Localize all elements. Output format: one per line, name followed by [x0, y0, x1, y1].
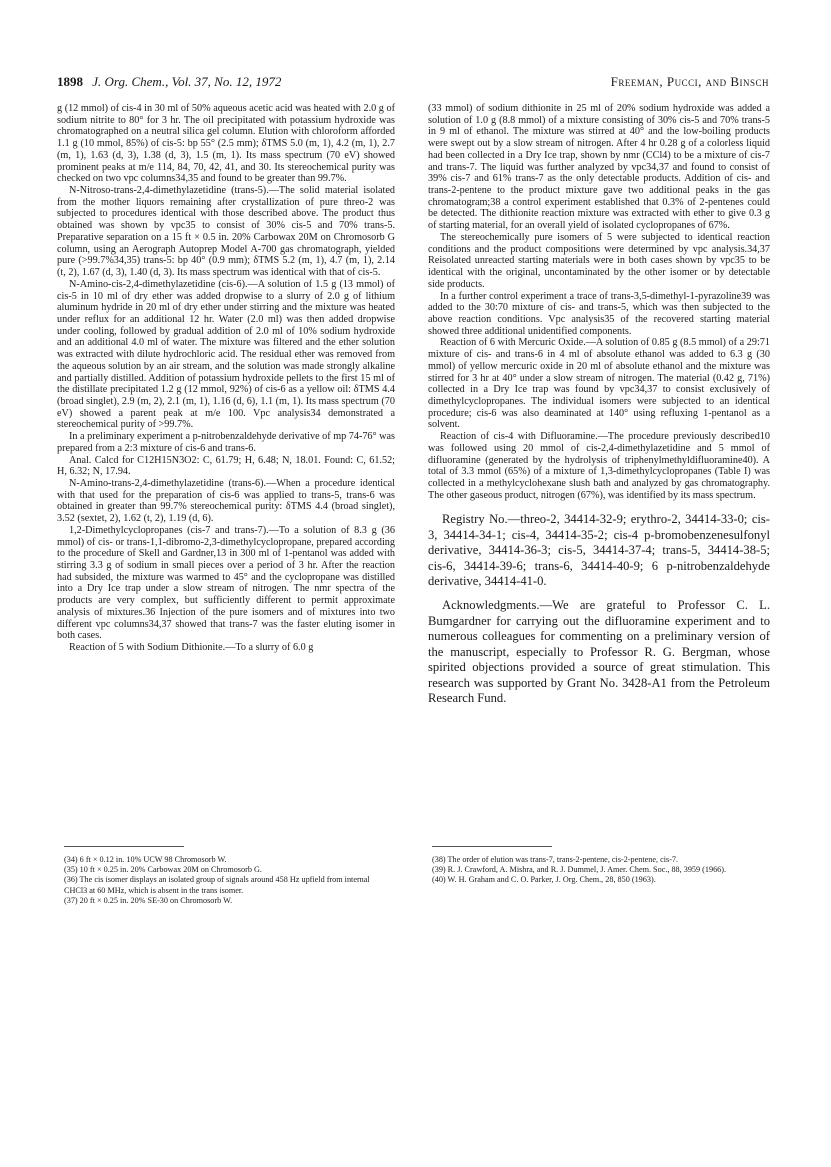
page-number: 1898 [57, 74, 83, 89]
paragraph: Reaction of 6 with Mercuric Oxide.—A solution of 0.85 g (8.5 mmol) of a 29:71 mixture of cis- and trans-6 in 4 ml of absolute ethanol was added to 6.3 g (30 mmol) of yellow mercuric oxide in 20 ml of absolute ethanol and the mixture was stirred for 3 hr at 40° under a slow stream of nitrogen. The material (0.42 g, 71%) collected in a Dry Ice trap was found by vpc34,37 to consist exclusively of dimethylcyclopropanes. The individual isomers were subjected to an identical procedure; cis-6 was also deaminated at 140° using refluxing 1-pentanol as a solvent. [428, 337, 770, 431]
left-column [57, 103, 395, 654]
footnote: (38) The order of elution was trans-7, trans-2-pentene, cis-2-pentene, cis-7. [432, 855, 679, 864]
acknowledgments: Acknowledgments.—We are grateful to Professor C. L. Bumgardner for carrying out the difluoramine experiment and to numerous colleagues for commenting on a preliminary version of the manuscript, especially to Professor R. G. Bergman, whose spirited objections provided a source of great stimulation. This research was supported by Grant No. 3428-A1 from the Petroleum Research Fund. [428, 598, 770, 705]
footnotes-left [64, 855, 394, 906]
footnote: (39) R. J. Crawford, A. Mishra, and R. J. Dummel, J. Amer. Chem. Soc., 88, 3959 (1966). [432, 865, 727, 875]
page-header [57, 74, 769, 90]
paragraph: Reaction of cis-4 with Difluoramine.—The procedure previously described10 was followed using 20 mmol of cis-2,4-dimethylazetidine and 5 mmol of difluoramine (generated by the hydrolysis of triphenylmethyldifluoramine40). A total of 3.3 mmol (65%) of a mixture of 1,3-dimethylcyclopropanes (Table I) was collected in a methylcyclohexane slush bath and analyzed by gas chromatography. The other gaseous product, nitrogen (67%), was identified by its mass spectrum. [428, 431, 770, 501]
paragraph: Anal. Calcd for C12H15N3O2: C, 61.79; H, 6.48; N, 18.01. Found: C, 61.52; H, 6.32; N, 17.94. [57, 454, 395, 478]
paragraph: In a preliminary experiment a p-nitrobenzaldehyde derivative of mp 74-76° was prepared from a 2:3 mixture of cis-6 and trans-6. [57, 431, 395, 454]
right-column [428, 103, 770, 706]
paragraph: 1,2-Dimethylcyclopropanes (cis-7 and trans-7).—To a solution of 8.3 g (36 mmol) of cis- or trans-1,1-dibromo-2,3-dimethylcyclopropane, prepared according to the procedure of Skell and Gardner,13 in 300 ml of 1-pentanol was added with stirring 3.3 g of sodium in small pieces over a period of 3 hr. After the reaction had subsided, the mixture was warmed to 45° and the cyclopropane was distilled into a Dry Ice trap under a slow stream of nitrogen. The nmr spectra of the products are very complex, but sufficiently different to permit approximate analysis of mixtures.36 Injection of the pure isomers and of mixtures into two different vpc columns34,37 showed that trans-7 was the faster eluting isomer in both cases. [57, 524, 395, 642]
paragraph: N-Amino-cis-2,4-dimethylazetidine (cis-6).—A solution of 1.5 g (13 mmol) of cis-5 in 10 ml of dry ether was added dropwise to a slurry of 2.0 g of lithium aluminum hydride in 20 ml of dry ether under stirring and the mixture was heated under reflux for an additional 12 hr. Water (2.0 ml) was then added dropwise under cooling, followed by gradual addition of 2.0 ml of 10% sodium hydroxide and an additional 4.0 ml of water. The mixture was filtered and the ether solution was extracted with dilute hydrochloric acid. The residual ether was removed from the aqueous solution by an air stream, and the solution was made strongly alkaline and partially distilled. Addition of potassium hydroxide pellets to the first 15 ml of the distillate precipitated 1.2 g (12 mmol, 92%) of cis-6 as a yellow oil: δTMS 4.4 (broad singlet), 2.9 (m, 2), 2.1 (m, 1), 1.16 (d, 6), 1.1 (m, 1). Its mass spectrum (70 eV) showed a parent peak at m/e 100. Vpc analysis34 demonstrated a stereochemical purity of >99.7%. [57, 278, 395, 431]
paragraph: N-Nitroso-trans-2,4-dimethylazetidine (trans-5).—The solid material isolated from the mother liquors remaining after crystallization of pure threo-2 was subjected to procedures identical with those described above. The product thus obtained was shown by vpc35 to consist of 30% cis-5 and 70% trans-5. Preparative separation on a 15 ft × 0.5 in. 20% Carbowax 20M on Chromosorb G column, using an Aerograph Autoprep Model A-700 gas chromatograph, yielded pure (>99.7%34,35) trans-5: bp 40° (0.9 mm); δTMS 5.2 (m, 1), 4.7 (m, 1), 2.14 (t, 2), 1.67 (d, 3), 1.40 (d, 3). Its mass spectrum was identical with that of cis-5. [57, 185, 395, 279]
footnote: (40) W. H. Graham and C. O. Parker, J. Org. Chem., 28, 850 (1963). [432, 875, 656, 885]
footnote: (34) 6 ft × 0.12 in. 10% UCW 98 Chromosorb W. [64, 855, 227, 864]
footnote: (37) 20 ft × 0.25 in. 20% SE-30 on Chromosorb W. [64, 895, 233, 905]
paragraph: Reaction of 5 with Sodium Dithionite.—To a slurry of 6.0 g [69, 642, 314, 654]
running-authors: Freeman, Pucci, and Binsch [610, 74, 769, 89]
footnotes-right [432, 855, 770, 886]
footnote: (35) 10 ft × 0.25 in. 20% Carbowax 20M on Chromosorb G. [64, 865, 262, 875]
paragraph: (33 mmol) of sodium dithionite in 25 ml of 20% sodium hydroxide was added a solution of 1.0 g (8.8 mmol) of a mixture consisting of 30% cis-5 and 70% trans-5 in 9 ml of ethanol. The mixture was stirred at 40° and the low-boiling products were swept out by a slow stream of nitrogen. After 4 hr 0.28 g of a colorless liquid had been collected in a Dry Ice trap, shown by nmr (CCl4) to be a mixture of cis-7 and trans-7. The liquid was further analyzed by vpc34,37 and found to consist of 39% cis-7 and 61% trans-7 as the only detectable products. Addition of cis- and trans-2-pentene to the product mixture gave two additional peaks in the gas chromatogram;38 a control experiment established that 0.3% of 2-pentenes could be detected. The dithionite reaction mixture was extracted with ether to give 0.3 g of starting material, for an overall yield of isolated cyclopropanes of 67%. [428, 103, 770, 232]
paragraph: N-Amino-trans-2,4-dimethylazetidine (trans-6).—When a procedure identical with that used for the preparation of cis-6 was applied to trans-5, trans-6 was obtained in greater than 99.7% stereochemical purity: δTMS 4.4 (broad singlet), 3.52 (sextet, 2), 1.62 (t, 2), 1.19 (d, 6). [57, 478, 395, 525]
registry-numbers: Registry No.—threo-2, 34414-32-9; erythro-2, 34414-33-0; cis-3, 34414-34-1; cis-4, 34414-35-2; cis-4 p-bromobenzenesulfonyl derivative, 34414-36-3; cis-5, 34414-37-4; trans-5, 34414-38-5; cis-6, 34414-39-6; trans-6, 34414-40-9; 6 p-nitrobenzaldehyde derivative, 34414-41-0. [428, 512, 770, 589]
footnote: (36) The cis isomer displays an isolated group of signals around 458 Hz upfield from internal CHCl3 at 60 MHz, which is absent in the trans isomer. [64, 875, 370, 895]
footnote-rule [64, 846, 184, 847]
footnote-rule [432, 846, 552, 847]
journal-citation: J. Org. Chem., Vol. 37, No. 12, 1972 [92, 74, 282, 89]
paragraph: The stereochemically pure isomers of 5 were subjected to identical reaction conditions and the product compositions were determined by vpc analysis.34,37 Reisolated unreacted starting materials were in both cases shown by vpc35 to be identical with the original, uncontaminated by the other isomer or by detectable side products. [428, 231, 770, 290]
paragraph: g (12 mmol) of cis-4 in 30 ml of 50% aqueous acetic acid was heated with 2.0 g of sodium nitrite to 80° for 3 hr. The oil precipitated with potassium hydroxide was chromatographed on a neutral silica gel column. Elution with chloroform afforded 1.1 g (10 mmol, 85%) of cis-5: bp 55° (2.5 mm); δTMS 5.0 (m, 1), 4.2 (m, 1), 2.7 (m, 1), 1.63 (d, 3), 1.38 (d, 3), 1.5 (m, 1). Its mass spectrum (70 eV) showed prominent peaks at m/e 114, 84, 70, 42, 41, and 30. Its stereochemical purity was checked on two vpc columns34,35 and found to be greater than 99.7%. [57, 103, 395, 185]
paragraph: In a further control experiment a trace of trans-3,5-dimethyl-1-pyrazoline39 was added to the 30:70 mixture of cis- and trans-5, which was then subjected to the above reaction conditions. Vpc analysis35 of the recovered starting material showed three additional unidentified components. [428, 290, 770, 337]
